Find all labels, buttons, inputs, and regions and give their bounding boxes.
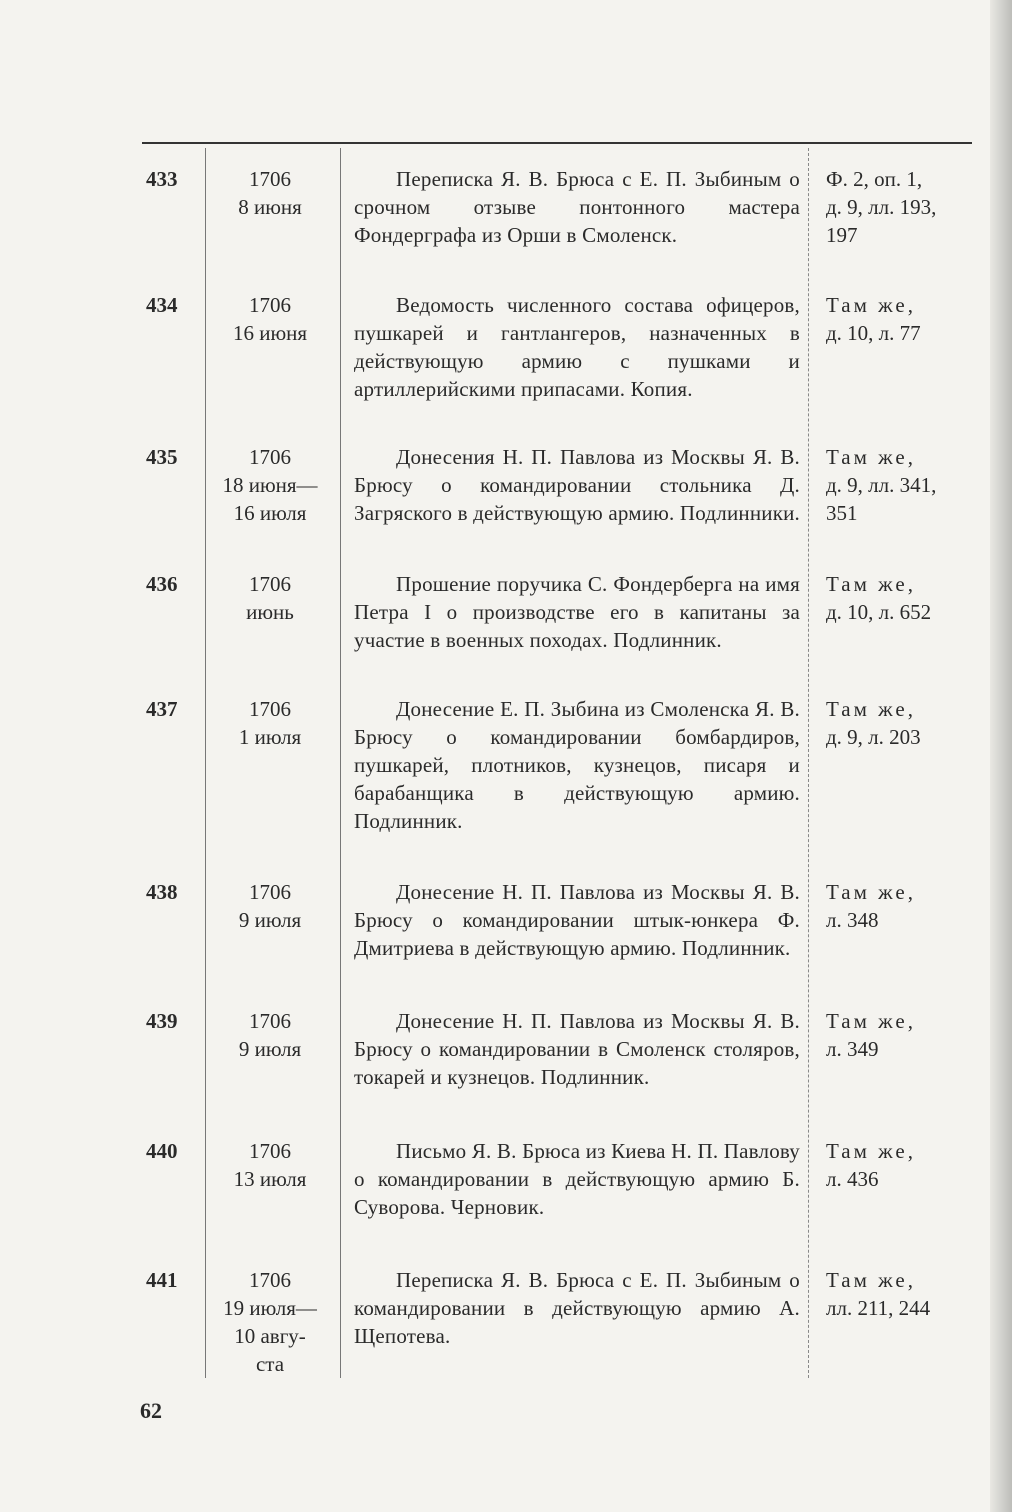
ref-line: Там же, <box>826 697 916 721</box>
entry-date <box>205 1007 335 1063</box>
ref-line: д. 10, л. 652 <box>826 600 932 624</box>
date-line: 1706 <box>249 445 291 469</box>
column-divider-description <box>340 148 341 1378</box>
entry-date <box>205 1137 335 1193</box>
entry-number: 438 <box>146 880 178 904</box>
date-line: 1706 <box>249 293 291 317</box>
date-line: 16 июля <box>233 501 307 525</box>
date-line: 8 июня <box>238 195 302 219</box>
entry-date <box>205 570 335 626</box>
entry-description: Донесение Н. П. Павлова из Москвы Я. В. Брюсу о командировании штык-юнкера Ф. Дмитриева в действующую армию. Подлинник. <box>354 880 800 960</box>
date-line: 10 авгу- <box>234 1324 306 1348</box>
date-line: 1706 <box>249 880 291 904</box>
entry-reference <box>826 570 976 626</box>
page-number: 62 <box>140 1398 162 1423</box>
entry-description: Ведомость численного состава офицеров, пушкарей и гантлангеров, назначенных в действующую армию с пушками и артиллерийскими припасами. Копия. <box>354 293 800 401</box>
ref-line: Там же, <box>826 572 916 596</box>
entry-description: Донесения Н. П. Павлова из Москвы Я. В. Брюсу о командировании стольника Д. Загряского в действующую армию. Подлинники. <box>354 445 801 525</box>
date-line: 1706 <box>249 697 291 721</box>
ref-line: л. 349 <box>826 1037 879 1061</box>
ref-line: д. 9, лл. 341, <box>826 473 937 497</box>
entry-date <box>205 443 335 527</box>
column-divider-reference <box>808 148 810 1378</box>
ref-line: л. 348 <box>826 908 879 932</box>
entry-reference <box>826 1137 976 1193</box>
date-line: 1706 <box>249 167 291 191</box>
ref-line: лл. 211, 244 <box>826 1296 931 1320</box>
entry-date <box>205 878 335 934</box>
date-line: 18 июня— <box>222 473 318 497</box>
ref-line: 197 <box>826 223 858 247</box>
date-line: 9 июля <box>238 908 302 932</box>
entry-description: Донесение Е. П. Зыбина из Смоленска Я. В. Брюсу о командировании бомбардиров, пушкарей, плотников, кузнецов, писаря и барабанщика в действующую армию. Подлинник. <box>354 697 800 833</box>
ref-line: 351 <box>826 501 858 525</box>
entry-number: 435 <box>146 445 178 469</box>
ref-line: Там же, <box>826 445 916 469</box>
date-line: 1706 <box>249 1268 291 1292</box>
entry-date <box>205 1266 335 1378</box>
date-line: ста <box>255 1352 285 1376</box>
date-line: 16 июня <box>232 321 308 345</box>
date-line: 13 июля <box>233 1167 307 1191</box>
entry-reference <box>826 695 976 751</box>
date-line: 1 июля <box>238 725 302 749</box>
date-line: 1706 <box>249 1009 291 1033</box>
entry-description: Переписка Я. В. Брюса с Е. П. Зыбиным о срочном отзыве понтонного мастера Фондерграфа из Орши в Смоленск. <box>354 167 800 247</box>
entry-number: 439 <box>146 1009 178 1033</box>
entry-date <box>205 165 335 221</box>
ref-line: Там же, <box>826 1139 916 1163</box>
entry-date <box>205 695 335 751</box>
entry-description: Донесение Н. П. Павлова из Москвы Я. В. Брюсу о командировании в Смоленск столяров, токарей и кузнецов. Подлинник. <box>354 1009 800 1089</box>
entry-description: Письмо Я. В. Брюса из Киева Н. П. Павлову о командировании в действующую армию Б. Суворова. Черновик. <box>354 1139 800 1219</box>
entry-number: 436 <box>146 572 178 596</box>
date-line: 9 июля <box>238 1037 302 1061</box>
entry-reference <box>826 165 976 249</box>
entry-number: 437 <box>146 697 178 721</box>
date-line: 1706 <box>249 1139 291 1163</box>
entry-description: Переписка Я. В. Брюса с Е. П. Зыбиным о командировании в действующую армию А. Щепотева. <box>354 1268 800 1348</box>
ref-line: Там же, <box>826 880 916 904</box>
date-line: 19 июля— <box>223 1296 317 1320</box>
top-rule <box>142 142 972 144</box>
ref-line: Там же, <box>826 1009 916 1033</box>
entry-description: Прошение поручика С. Фондерберга на имя Петра I о производстве его в капитаны за участие в военных походах. Подлинник. <box>354 572 800 652</box>
ref-line: л. 436 <box>826 1167 879 1191</box>
entry-reference <box>826 1266 976 1322</box>
entry-date <box>205 291 335 347</box>
ref-line: Ф. 2, оп. 1, <box>826 167 923 191</box>
entry-number: 440 <box>146 1139 178 1163</box>
entry-reference <box>826 443 976 527</box>
ref-line: Там же, <box>826 1268 916 1292</box>
entry-reference <box>826 878 976 934</box>
entry-number: 433 <box>146 167 178 191</box>
page-edge <box>990 0 1012 1512</box>
entry-number: 441 <box>146 1268 178 1292</box>
ref-line: Там же, <box>826 293 916 317</box>
ref-line: д. 9, л. 203 <box>826 725 921 749</box>
entry-reference <box>826 291 976 347</box>
ref-line: д. 9, лл. 193, <box>826 195 937 219</box>
ref-line: д. 10, л. 77 <box>826 321 921 345</box>
date-line: июнь <box>246 600 294 624</box>
date-line: 1706 <box>249 572 291 596</box>
entry-reference <box>826 1007 976 1063</box>
entry-number: 434 <box>146 293 178 317</box>
